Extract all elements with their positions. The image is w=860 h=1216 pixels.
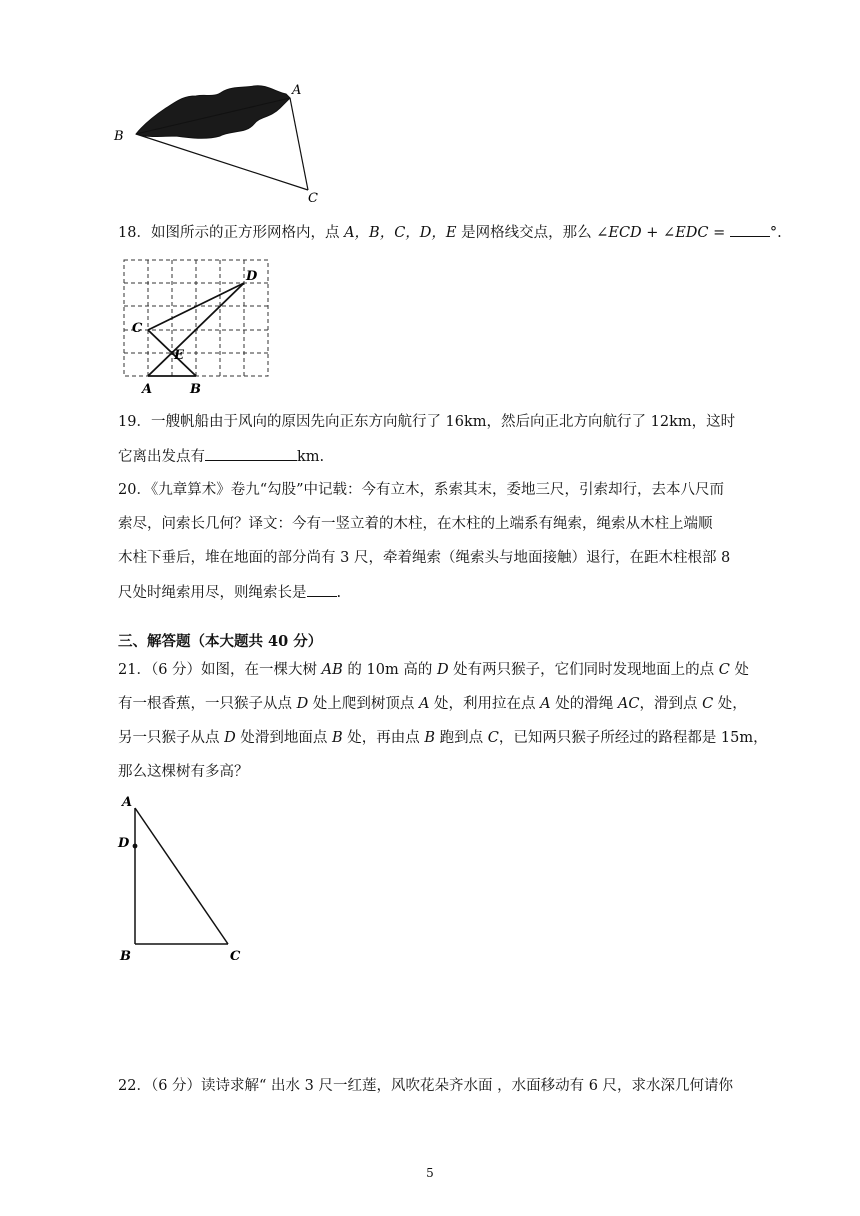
label-c: C [308,191,318,206]
q18-answer-blank[interactable] [730,222,770,237]
label-e: E [174,348,184,363]
point-d [133,844,138,849]
q20-answer-blank[interactable] [307,582,337,597]
segment-bc [136,134,308,190]
q22-line1: 22．（6 分）读诗求解“ 出水 3 尺一红莲，风吹花朵齐水面 ，水面移动有 6 尺，求水深几何请你 [118,1078,734,1094]
q20-line2: 索尽，问索长几何？译文：今有一竖立着的木柱，在木柱的上端系有绳索，绳索从木柱上端顺 [118,516,713,532]
figure-18-grid [110,252,280,398]
q19-answer-blank[interactable] [205,446,297,461]
q19-line1: 19．一艘帆船由于风向的原因先向正东方向航行了 16km，然后向正北方向航行了 12km，这时 [118,414,736,430]
figure-17 [110,78,330,208]
q21-line1: 21．（6 分）如图，在一棵大树 AB 的 10m 高的 D 处有两只猴子，它们同时发现地面上的点 C 处 [118,662,750,678]
q18-text: 18．如图所示的正方形网格内，点 A，B，C，D，E 是网格线交点，那么 ∠ECD + ∠EDC = °. [118,222,782,243]
q20-line3: 木柱下垂后，堆在地面的部分尚有 3 尺，牵着绳索（绳索头与地面接触）退行，在距木柱根部 8 [118,550,731,566]
label-c: C [230,949,241,964]
label-d: D [118,836,130,851]
segment-ac [290,98,308,190]
section-heading: 三、解答题（本大题共 40 分） [118,633,323,650]
q19-line2: 它离出发点有 km. [118,446,324,467]
label-a: A [292,83,302,98]
q20-line4: 尺处时绳索用尽，则绳索长是 . [118,582,341,603]
label-c: C [132,321,143,336]
q21-line2: 有一根香蕉，一只猴子从点 D 处上爬到树顶点 A 处，利用拉在点 A 处的滑绳 AC，滑到点 C 处， [118,696,747,712]
figure-21-triangle [112,792,252,968]
q21-line3: 另一只猴子从点 D 处滑到地面点 B 处，再由点 B 跑到点 C，已知两只猴子所经过的路程都是 15m， [118,730,768,746]
q20-line1: 20．《九章算术》卷九“勾股”中记载：今有立木，系索其末，委地三尺，引索却行，去本八尺而 [118,482,725,498]
shaded-region [136,86,290,139]
label-b: B [114,129,124,144]
page-number: 5 [426,1166,434,1180]
label-a: A [122,795,133,810]
q21-line4: 那么这棵树有多高？ [118,764,249,780]
label-a: A [142,382,153,397]
label-b: B [190,382,201,397]
label-b: B [120,949,131,964]
label-d: D [246,269,258,284]
